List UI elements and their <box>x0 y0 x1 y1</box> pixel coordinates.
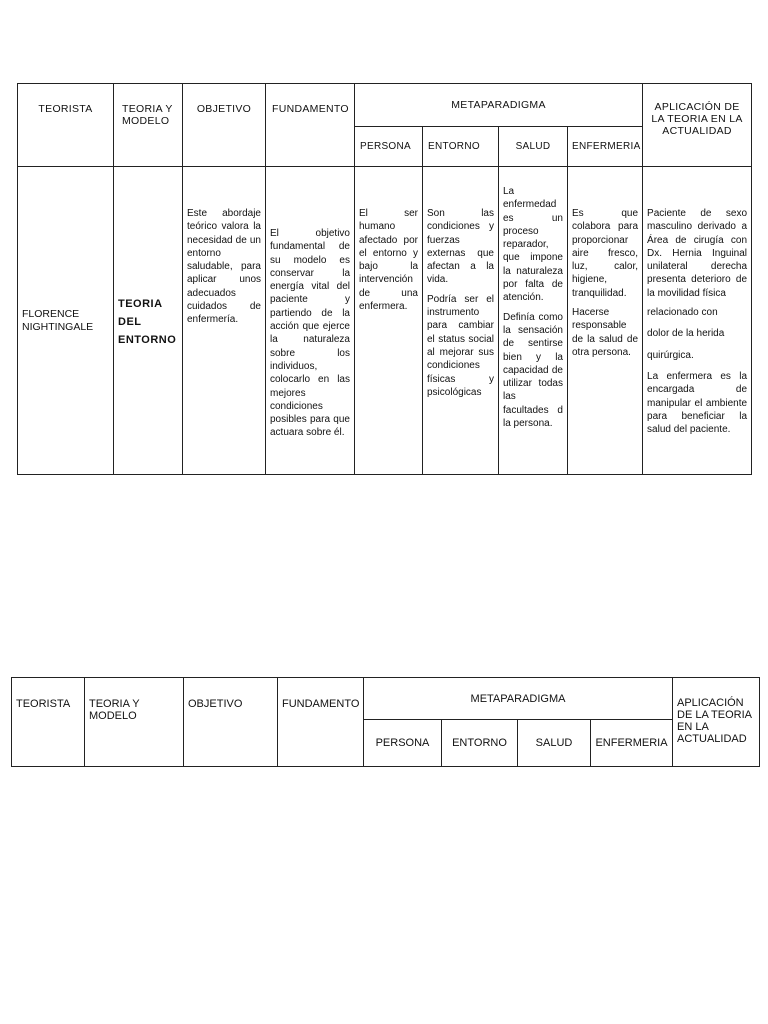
enfermeria-paragraph-1: Es que colabora para proporcionar aire fresco, luz, calor, higiene, tranquilidad. <box>572 208 639 299</box>
cell-fundamento: El objetivo fundamental de su modelo es conservar la energía vital del paciente y partiendo de la acción que ejerce la naturaleza sobre los individuos, colocarlo en las mejores condiciones posibles para que actuara sobre él. <box>266 167 355 475</box>
header2-teoria-modelo: TEORIA Y MODELO <box>85 678 184 767</box>
header2-salud: SALUD <box>518 720 591 767</box>
teoria-label: TEORIA DEL ENTORNO <box>118 297 177 346</box>
salud-paragraph-1: La enfermedad es un proceso reparador, que impone la naturaleza por falta de atención. <box>503 186 563 304</box>
cell-salud <box>499 167 568 475</box>
theory-table-2 <box>11 677 760 767</box>
aplicacion-paragraph-4: quirúrgica. <box>647 349 694 361</box>
header-aplicacion: APLICACIÓN DE LA TEORIA EN LA ACTUALIDAD <box>643 84 752 167</box>
header2-objetivo: OBJETIVO <box>184 678 278 767</box>
theory-table-1 <box>17 83 752 475</box>
salud-paragraph-2: Definía como la sensación de sentirse bien y la capacidad de utilizar todas las facultades d la persona. <box>503 311 563 430</box>
aplicacion-paragraph-5: La enfermera es la encargada de manipular el ambiente para beneficiar la salud del paciente. <box>647 370 748 436</box>
cell-enfermeria <box>568 167 643 475</box>
header2-aplicacion: APLICACIÓN DE LA TEORIA EN LA ACTUALIDAD <box>673 678 760 767</box>
entorno-paragraph-1: Son las condiciones y fuerzas externas que afectan a la vida. <box>427 208 494 286</box>
header2-persona: PERSONA <box>364 720 442 767</box>
cell-entorno <box>423 167 499 475</box>
enfermeria-paragraph-2: Hacerse responsable de la salud de otra persona. <box>572 307 639 358</box>
header-teorista: TEORISTA <box>18 84 114 167</box>
header-salud: SALUD <box>499 127 568 167</box>
cell-teorista: FLORENCE NIGHTINGALE <box>18 167 114 475</box>
header2-metaparadigma: METAPARADIGMA <box>364 678 673 720</box>
header2-entorno: ENTORNO <box>442 720 518 767</box>
header-teoria-modelo: TEORIA Y MODELO <box>114 84 183 167</box>
header-persona: PERSONA <box>355 127 423 167</box>
header-entorno: ENTORNO <box>423 127 499 167</box>
aplicacion-paragraph-2: relacionado con <box>647 307 718 319</box>
cell-objetivo: Este abordaje teórico valora la necesidad de un entorno saludable, para aplicar unos adecuados cuidados de enfermería. <box>183 167 266 475</box>
entorno-paragraph-2: Podría ser el instrumento para cambiar el status social al mejorar sus condiciones físicas y psicológicas <box>427 293 494 398</box>
header-objetivo: OBJETIVO <box>183 84 266 167</box>
aplicacion-paragraph-1: Paciente de sexo masculino derivado a Área de cirugía con Dx. Hernia Inguinal unilateral derecha presenta deterioro de la movilidad física <box>647 208 748 299</box>
header-enfermeria: ENFERMERIA <box>568 127 643 167</box>
aplicacion-paragraph-3: dolor de la herida <box>647 328 725 340</box>
cell-persona: El ser humano afectado por el entorno y bajo la intervención de una enfermera. <box>355 167 423 475</box>
cell-teoria <box>114 167 183 475</box>
header2-teorista: TEORISTA <box>12 678 85 767</box>
header2-fundamento: FUNDAMENTO <box>278 678 364 767</box>
header-fundamento: FUNDAMENTO <box>266 84 355 167</box>
header-metaparadigma: METAPARADIGMA <box>355 84 643 127</box>
cell-aplicacion <box>643 167 752 475</box>
header2-enfermeria: ENFERMERIA <box>591 720 673 767</box>
